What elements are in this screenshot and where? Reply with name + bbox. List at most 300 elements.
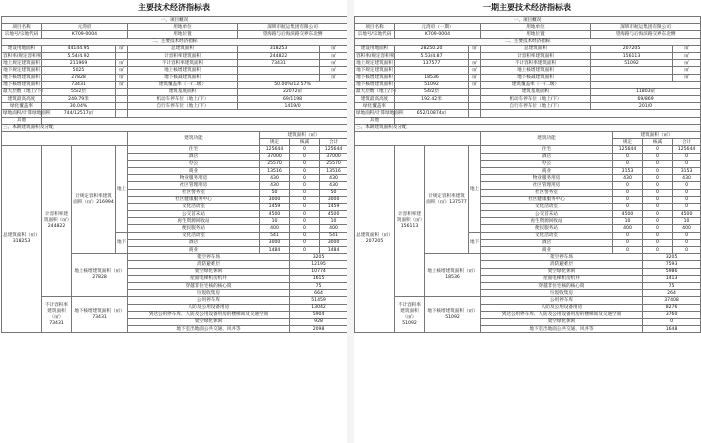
indicator-unit: ㎡ bbox=[673, 45, 701, 52]
area-value: 0 bbox=[673, 160, 701, 167]
table-row bbox=[2, 96, 348, 103]
area-value: 5986 bbox=[643, 268, 701, 275]
area-value: 75 bbox=[290, 282, 348, 289]
function-name: 架空绿化休闲 bbox=[128, 318, 290, 325]
indicator-unit: ㎡ bbox=[320, 74, 348, 81]
area-value: 4500 bbox=[673, 211, 701, 218]
indicator-label: 机动车停车位（地上/下） bbox=[128, 96, 238, 103]
table-row bbox=[2, 60, 348, 67]
section-header: 三、本期建筑面积及分配 bbox=[355, 124, 701, 131]
row-value: 望海路与后海滨路交界东北侧 bbox=[591, 31, 701, 38]
sub-header: 合计 bbox=[673, 139, 701, 146]
function-name: 地下室出地面公共交通、风井等 bbox=[128, 326, 290, 333]
indicator-unit: ㎡ bbox=[673, 74, 701, 81]
table-row bbox=[2, 110, 348, 117]
ug-area-label: 地下核增建筑面积（㎡）51092 bbox=[425, 297, 481, 333]
sheet-title: 一期主要技术经济指标表 bbox=[483, 3, 571, 12]
area-value: 0 bbox=[673, 239, 701, 246]
area-value: 10774 bbox=[290, 268, 348, 275]
below-ground-label: 地下 bbox=[469, 232, 481, 254]
indicator-label: 地下核增建筑面积 bbox=[3, 82, 40, 88]
sub-header: 核减 bbox=[290, 139, 320, 146]
row-label: 用地位置 bbox=[481, 31, 591, 38]
function-name: 文化活动室 bbox=[481, 203, 613, 210]
area-value: 0 bbox=[290, 218, 320, 225]
right-sheet bbox=[354, 0, 700, 443]
indicator-value bbox=[238, 67, 320, 74]
indicator-label: 地下核减建筑面积 bbox=[481, 74, 591, 81]
indicator-value bbox=[128, 110, 348, 117]
function-name: 架空绿化休闲 bbox=[128, 268, 290, 275]
table-row bbox=[2, 146, 348, 153]
indicator-label: 地上规定建筑面积 bbox=[356, 60, 393, 66]
indicator-label: 计容积率建筑面积 bbox=[128, 52, 238, 59]
indicator-unit: ㎡ bbox=[673, 52, 701, 59]
table-row bbox=[2, 17, 348, 24]
area-value: 928 bbox=[290, 318, 348, 325]
area-value: 430 bbox=[613, 175, 643, 182]
area-value: 7593 bbox=[643, 261, 701, 268]
function-name: 到达公用停车库、人防及公用设备用房的楼梯间及交通空间 bbox=[481, 311, 643, 318]
total-area-label: 总建筑面积（㎡）207205 bbox=[355, 146, 395, 333]
area-value: 1413 bbox=[643, 275, 701, 282]
function-name: 再生资源回收站 bbox=[481, 218, 613, 225]
function-name: 文化活动室 bbox=[481, 232, 613, 239]
indicator-unit: ㎡ bbox=[320, 60, 348, 67]
indicator-value: 207205 bbox=[591, 45, 673, 52]
indicator-value: 54/2层 bbox=[395, 88, 469, 95]
core-area-label: 地上核增建筑面积（㎡）18536 bbox=[425, 254, 481, 297]
indicator-unit bbox=[116, 52, 128, 59]
indicator-unit: ㎡ bbox=[116, 74, 128, 81]
indicator-unit: ㎡ bbox=[116, 81, 128, 88]
table-row bbox=[355, 110, 701, 117]
indicator-value: 51092 bbox=[591, 60, 673, 67]
indicator-value: 244822 bbox=[238, 52, 320, 59]
indicator-label: 容积率/规定容积率 bbox=[3, 53, 42, 59]
table-row bbox=[355, 81, 701, 88]
area-value: 13516 bbox=[320, 167, 348, 174]
function-name: 酒店 bbox=[481, 239, 613, 246]
area-value: 400 bbox=[673, 225, 701, 232]
table-row bbox=[2, 117, 348, 124]
area-value: 0 bbox=[613, 196, 643, 203]
table-row bbox=[355, 45, 701, 52]
left-sheet bbox=[1, 0, 347, 443]
function-name: 文化活动室 bbox=[128, 232, 260, 239]
indicator-label: 地下核增建筑面积 bbox=[356, 75, 393, 81]
nfa-area-label: 不计容积率建筑面积（㎡）73431 bbox=[42, 297, 72, 333]
above-ground-label: 地上 bbox=[469, 146, 481, 232]
function-name: 公用停车库 bbox=[481, 297, 643, 304]
area-value: 0 bbox=[613, 189, 643, 196]
core-area-label: 地上核增建筑面积（㎡）27828 bbox=[72, 254, 128, 297]
row-label: 用地位置 bbox=[128, 31, 238, 38]
area-value: 0 bbox=[643, 175, 673, 182]
indicator-label: 绿地面积/计算绿地面积 bbox=[356, 111, 404, 117]
table-row bbox=[355, 74, 701, 81]
indicator-label: 地上核增建筑面积 bbox=[128, 67, 238, 74]
sub-header: 规定 bbox=[260, 139, 290, 146]
function-name: 到达公用停车库、人防及公用设备用房的楼梯间及交通空间 bbox=[128, 311, 290, 318]
area-value: 13042 bbox=[290, 304, 348, 311]
area-value: 25570 bbox=[320, 160, 348, 167]
section-header: 一、项目概况 bbox=[355, 17, 701, 24]
area-header: 建筑面积（㎡） bbox=[260, 132, 348, 139]
area-value: 0 bbox=[673, 203, 701, 210]
table-row bbox=[355, 38, 701, 45]
table-row bbox=[355, 103, 701, 110]
function-name: 屋面电梯机房机井 bbox=[128, 275, 290, 282]
area-value: 75 bbox=[643, 282, 701, 289]
indicator-unit: ㎡ bbox=[673, 60, 701, 67]
area-value: 430 bbox=[260, 175, 290, 182]
indicator-unit: ㎡ bbox=[320, 67, 348, 74]
function-name: 再生资源回收站 bbox=[128, 218, 260, 225]
indicator-value: 50.00%/12.57% bbox=[238, 81, 348, 88]
sheet-title: 主要技术经济指标表 bbox=[138, 3, 210, 12]
area-value: 50 bbox=[260, 189, 290, 196]
function-name: 文化活动室 bbox=[128, 203, 260, 210]
indicator-label: 建筑基底面积 bbox=[128, 88, 238, 95]
indicator-value: 22072㎡ bbox=[238, 88, 348, 95]
function-name: 社区管理用房 bbox=[128, 182, 260, 189]
indicator-value bbox=[395, 117, 701, 124]
function-name: 公交首末站 bbox=[128, 211, 260, 218]
function-name: 地下室出地面公共交通、风井等 bbox=[481, 326, 643, 333]
row-value: 望海路与后海滨路交界东北侧 bbox=[238, 31, 348, 38]
sub-header: 规定 bbox=[613, 139, 643, 146]
function-name: 公交首末站 bbox=[481, 211, 613, 218]
area-value: 430 bbox=[673, 175, 701, 182]
indicator-table bbox=[354, 16, 701, 333]
table-row bbox=[2, 45, 348, 52]
indicator-label: 地下核增建筑面积 bbox=[3, 75, 40, 81]
table-row bbox=[2, 67, 348, 74]
area-value: 0 bbox=[290, 153, 320, 160]
area-value: 400 bbox=[320, 225, 348, 232]
indicator-label: 地下核减建筑面积 bbox=[128, 74, 238, 81]
area-value: 10 bbox=[673, 218, 701, 225]
std-area-label: 计规定容积率建筑面积（㎡）137577 bbox=[425, 146, 469, 254]
area-value: 10 bbox=[320, 218, 348, 225]
area-value: 13516 bbox=[260, 167, 290, 174]
indicator-value bbox=[42, 117, 348, 124]
table-row bbox=[355, 24, 701, 31]
indicator-value: 249.79米 bbox=[42, 96, 116, 103]
row-label: 宗地号/宗地代码 bbox=[2, 31, 42, 38]
area-value: 0 bbox=[643, 167, 673, 174]
indicator-value: 11803㎡ bbox=[591, 88, 701, 95]
area-value: 0 bbox=[613, 247, 643, 254]
indicator-label: 建筑最高高度 bbox=[355, 96, 395, 103]
indicator-label: 绿化覆盖率 bbox=[2, 103, 42, 110]
area-value: 0 bbox=[673, 232, 701, 239]
row-value: 深圳市航运集团有限公司 bbox=[591, 24, 701, 31]
function-name: 架空停车场 bbox=[481, 254, 643, 261]
table-row bbox=[2, 297, 348, 304]
row-label: 用地单位 bbox=[481, 24, 591, 31]
function-name: 酒店 bbox=[128, 239, 260, 246]
area-value: 4500 bbox=[260, 211, 290, 218]
indicator-label: 建设用地面积 bbox=[355, 45, 395, 52]
indicator-label: 地上规定建筑面积 bbox=[3, 60, 40, 66]
area-value: 1484 bbox=[320, 247, 348, 254]
indicator-value: 5025 bbox=[42, 67, 116, 74]
area-value: 4500 bbox=[320, 211, 348, 218]
area-value: 3000 bbox=[320, 196, 348, 203]
indicator-value: 30.04% bbox=[42, 103, 116, 110]
area-value: 3205 bbox=[290, 254, 348, 261]
row-value: 元湾府 bbox=[42, 24, 128, 31]
area-value: 0 bbox=[290, 167, 320, 174]
indicator-unit bbox=[116, 96, 128, 103]
table-row bbox=[355, 88, 701, 95]
indicator-value: 744/12517㎡ bbox=[42, 110, 116, 117]
table-row bbox=[2, 124, 348, 131]
area-value: 10 bbox=[260, 218, 290, 225]
table-row bbox=[355, 67, 701, 74]
indicator-value: 5.53/4.87 bbox=[395, 52, 469, 59]
table-row bbox=[355, 96, 701, 103]
function-name: 社区警务室 bbox=[481, 189, 613, 196]
area-value: 0 bbox=[643, 318, 701, 325]
function-name: 住宅 bbox=[128, 146, 260, 153]
indicator-label: 绿地面积/计算绿地面积 bbox=[3, 111, 51, 117]
indicator-value: 318253 bbox=[238, 45, 320, 52]
function-name: 穿越非住宅核的核心筒 bbox=[481, 282, 643, 289]
indicator-unit bbox=[469, 103, 481, 110]
area-value: 0 bbox=[290, 182, 320, 189]
std-area-label: 计规定容积率建筑面积（㎡）216994 bbox=[72, 146, 116, 254]
area-value: 0 bbox=[290, 211, 320, 218]
area-value: 0 bbox=[673, 153, 701, 160]
indicator-value bbox=[395, 103, 469, 110]
area-value: 664 bbox=[290, 290, 348, 297]
row-label: 用地单位 bbox=[128, 24, 238, 31]
indicator-label: 建筑基底面积 bbox=[481, 88, 591, 95]
area-value: 1615 bbox=[290, 275, 348, 282]
indicator-label: 不计容积率建筑面积 bbox=[128, 60, 238, 67]
area-value: 0 bbox=[290, 203, 320, 210]
indicator-value bbox=[395, 67, 469, 74]
table-row bbox=[2, 88, 348, 95]
area-value: 1459 bbox=[320, 203, 348, 210]
area-value: 0 bbox=[643, 247, 673, 254]
table-row bbox=[2, 103, 348, 110]
area-value: 0 bbox=[290, 189, 320, 196]
area-value: 25570 bbox=[260, 160, 290, 167]
area-value: 1484 bbox=[260, 247, 290, 254]
function-header: 建筑功能 bbox=[128, 132, 260, 146]
function-name: 架空绿化休闲 bbox=[481, 318, 643, 325]
area-value: 51459 bbox=[290, 297, 348, 304]
area-value: 430 bbox=[260, 182, 290, 189]
area-value: 0 bbox=[613, 232, 643, 239]
function-name: 人防及公用设备用房 bbox=[128, 304, 290, 311]
indicator-value: 28250.20 bbox=[395, 45, 469, 52]
area-value: 430 bbox=[320, 182, 348, 189]
header-blank bbox=[2, 132, 128, 146]
indicator-label: 总建筑面积 bbox=[128, 45, 238, 52]
indicator-label: 容积率/规定容积率 bbox=[356, 53, 395, 59]
area-value: 37000 bbox=[260, 153, 290, 160]
function-name: 社区健康服务中心 bbox=[128, 196, 260, 203]
area-value: 125644 bbox=[613, 146, 643, 153]
sub-header: 合计 bbox=[320, 139, 348, 146]
indicator-label: 最大层数（地上/下） bbox=[356, 89, 399, 95]
area-value: 541 bbox=[320, 232, 348, 239]
indicator-label: 建筑最高高度 bbox=[2, 96, 42, 103]
indicator-label: 地下核增建筑面积 bbox=[356, 82, 393, 88]
indicator-value bbox=[238, 74, 320, 81]
function-name: 消防避难层 bbox=[128, 261, 290, 268]
function-name: 办公 bbox=[481, 160, 613, 167]
indicator-value: 69/869 bbox=[591, 96, 701, 103]
area-value: 0 bbox=[643, 225, 673, 232]
table-row bbox=[2, 81, 348, 88]
indicator-unit: ㎡ bbox=[116, 60, 128, 67]
function-header: 建筑功能 bbox=[481, 132, 613, 146]
area-value: 4500 bbox=[613, 211, 643, 218]
area-value: 37408 bbox=[643, 297, 701, 304]
indicator-value: 73431 bbox=[238, 60, 320, 67]
indicator-unit bbox=[469, 110, 481, 117]
area-value: 125644 bbox=[320, 146, 348, 153]
area-value: 0 bbox=[673, 182, 701, 189]
area-value: 0 bbox=[613, 182, 643, 189]
function-name: 商业 bbox=[481, 247, 613, 254]
function-name: 社区健康服务中心 bbox=[481, 196, 613, 203]
indicator-value: 27828 bbox=[42, 74, 116, 81]
function-name: 社区警务室 bbox=[128, 189, 260, 196]
function-name: 酒店 bbox=[128, 153, 260, 160]
area-value: 0 bbox=[290, 175, 320, 182]
indicator-label: 绿化覆盖率 bbox=[355, 103, 395, 110]
indicator-value: 5.54/4.92 bbox=[42, 52, 116, 59]
indicator-label: 地下规定建筑面积 bbox=[356, 67, 393, 73]
area-value: 0 bbox=[290, 247, 320, 254]
table-row bbox=[355, 52, 701, 59]
indicator-label: 其他 bbox=[2, 117, 42, 124]
header-blank bbox=[355, 132, 481, 146]
indicator-value: 652/10874㎡ bbox=[395, 110, 469, 117]
indicator-value: 192.42米 bbox=[395, 96, 469, 103]
indicator-table bbox=[1, 16, 348, 333]
function-name: 物业服务用房 bbox=[128, 175, 260, 182]
indicator-label: 自行车停车位（地上/下） bbox=[481, 103, 591, 110]
row-value: K709-0004 bbox=[395, 31, 481, 38]
indicator-unit bbox=[116, 110, 128, 117]
indicator-value: 51092 bbox=[395, 81, 469, 88]
section-header: 一、项目概况 bbox=[2, 17, 348, 24]
function-name: 垃圾收集房 bbox=[128, 290, 290, 297]
area-value: 3000 bbox=[260, 196, 290, 203]
area-value: 0 bbox=[290, 196, 320, 203]
area-value: 3205 bbox=[643, 254, 701, 261]
area-value: 0 bbox=[643, 232, 673, 239]
indicator-unit: ㎡ bbox=[320, 45, 348, 52]
table-row bbox=[355, 60, 701, 67]
indicator-label: 建设用地面积 bbox=[2, 45, 42, 52]
indicator-label: 自行车停车位（地上/下） bbox=[128, 103, 238, 110]
indicator-unit: ㎡ bbox=[320, 52, 348, 59]
function-name: 便民服务站 bbox=[128, 225, 260, 232]
indicator-label: 建筑覆盖率（一/二级） bbox=[128, 81, 238, 88]
area-value: 2098 bbox=[290, 326, 348, 333]
section-header: 三、本期建筑面积及分配 bbox=[2, 124, 348, 131]
table-row bbox=[2, 38, 348, 45]
indicator-label: 总建筑面积 bbox=[481, 45, 591, 52]
indicator-unit bbox=[116, 88, 128, 95]
table-row bbox=[2, 74, 348, 81]
table-row bbox=[2, 52, 348, 59]
function-name: 架空停车场 bbox=[128, 254, 290, 261]
area-value: 0 bbox=[643, 160, 673, 167]
indicator-label: 地下规定建筑面积 bbox=[3, 67, 40, 73]
table-row bbox=[2, 31, 348, 38]
total-area-label: 总建筑面积（㎡）318253 bbox=[2, 146, 42, 333]
indicator-value: 137577 bbox=[395, 60, 469, 67]
function-name: 物业服务用房 bbox=[481, 175, 613, 182]
area-value: 541 bbox=[260, 232, 290, 239]
table-row bbox=[355, 17, 701, 24]
area-value: 0 bbox=[613, 160, 643, 167]
indicator-label: 计容积率建筑面积 bbox=[481, 52, 591, 59]
area-value: 0 bbox=[290, 239, 320, 246]
table-row bbox=[355, 124, 701, 131]
function-name: 社区管理用房 bbox=[481, 182, 613, 189]
section-header: 二、主要技术经济指标 bbox=[355, 38, 701, 45]
indicator-value: 44144.95 bbox=[42, 45, 116, 52]
area-value: 125644 bbox=[260, 146, 290, 153]
above-ground-label: 地上 bbox=[116, 146, 128, 232]
function-name: 垃圾收集房 bbox=[481, 290, 643, 297]
function-name: 商业 bbox=[128, 167, 260, 174]
fa-area-label: 计容积率建筑面积（㎡）156113 bbox=[395, 146, 425, 297]
sub-header: 核减 bbox=[643, 139, 673, 146]
indicator-label: 最大层数（地上/下） bbox=[3, 89, 46, 95]
row-label: 项目名称 bbox=[355, 24, 395, 31]
area-value: 0 bbox=[643, 146, 673, 153]
area-value: 0 bbox=[290, 225, 320, 232]
indicator-label: 地上核增建筑面积 bbox=[481, 67, 591, 74]
function-name: 便民服务站 bbox=[481, 225, 613, 232]
area-value: 0 bbox=[613, 239, 643, 246]
area-value: 0 bbox=[290, 232, 320, 239]
indicator-unit: ㎡ bbox=[469, 81, 481, 88]
fa-area-label: 计容积率建筑面积（㎡）244822 bbox=[42, 146, 72, 297]
indicator-label: 不计容积率建筑面积 bbox=[481, 60, 591, 67]
function-name: 商业 bbox=[481, 167, 613, 174]
function-name: 公用停车库 bbox=[128, 297, 290, 304]
area-value: 400 bbox=[613, 225, 643, 232]
function-name: 住宅 bbox=[481, 146, 613, 153]
area-value: 0 bbox=[613, 203, 643, 210]
area-value: 0 bbox=[673, 189, 701, 196]
area-header: 建筑面积（㎡） bbox=[613, 132, 701, 139]
area-value: 12195 bbox=[290, 261, 348, 268]
area-value: 0 bbox=[643, 211, 673, 218]
function-name: 人防及公用设备用房 bbox=[481, 304, 643, 311]
area-value: 0 bbox=[613, 153, 643, 160]
function-name: 商业 bbox=[128, 247, 260, 254]
function-name: 消防避难层 bbox=[481, 261, 643, 268]
function-name: 办公 bbox=[128, 160, 260, 167]
area-value: 430 bbox=[320, 175, 348, 182]
area-value: 125644 bbox=[673, 146, 701, 153]
area-value: 3153 bbox=[673, 167, 701, 174]
